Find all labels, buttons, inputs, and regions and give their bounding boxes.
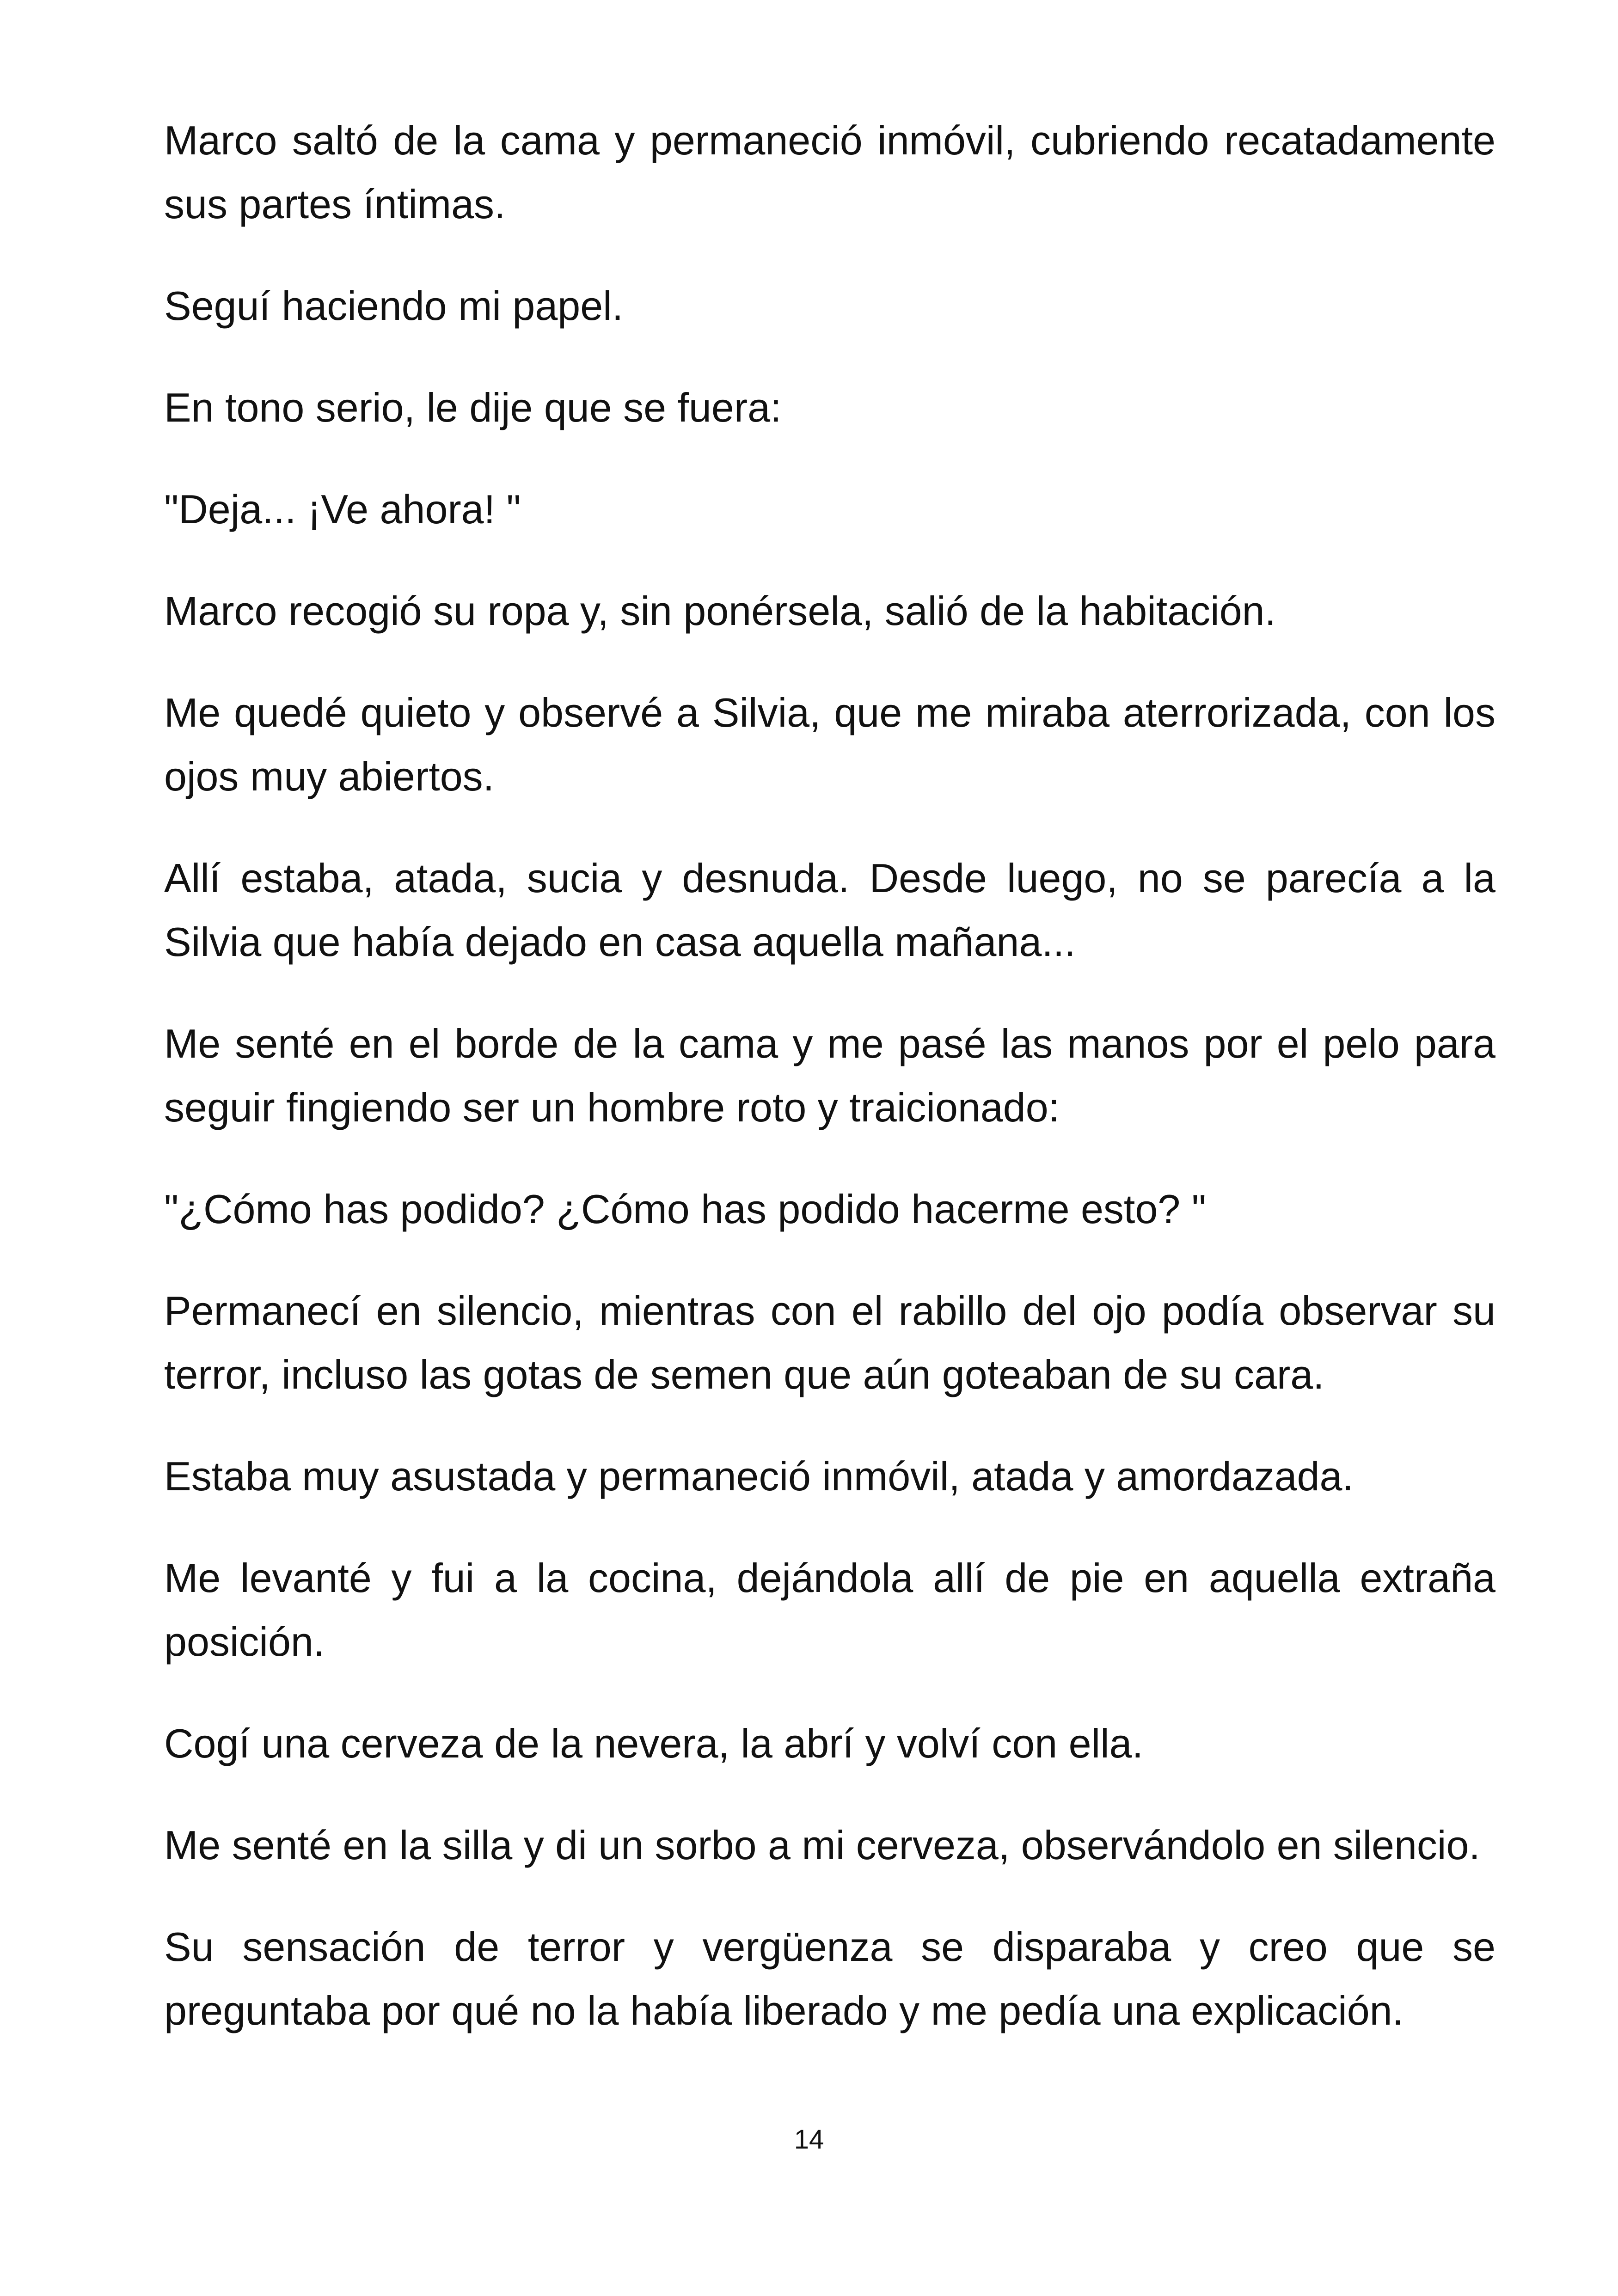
paragraph: "Deja... ¡Ve ahora! " — [164, 486, 521, 532]
paragraph: Su sensación de terror y vergüenza se disparaba y creo que se preguntaba por qué no la había liberado y me pedía una explicación. — [164, 1924, 1495, 2033]
paragraph: Estaba muy asustada y permaneció inmóvil, atada y amordazada. — [164, 1453, 1354, 1499]
paragraph: En tono serio, le dije que se fuera: — [164, 385, 782, 430]
paragraph: Cogí una cerveza de la nevera, la abrí y volví con ella. — [164, 1720, 1144, 1766]
paragraph: Marco saltó de la cama y permaneció inmóvil, cubriendo recatadamente sus partes íntimas. — [164, 117, 1495, 227]
paragraph: Me quedé quieto y observé a Silvia, que me miraba aterrorizada, con los ojos muy abiertos. — [164, 690, 1495, 799]
paragraph: Seguí haciendo mi papel. — [164, 283, 624, 329]
paragraph: Allí estaba, atada, sucia y desnuda. Desde luego, no se parecía a la Silvia que había dejado en casa aquella mañana... — [164, 855, 1495, 965]
paragraph: Me senté en el borde de la cama y me pasé las manos por el pelo para seguir fingiendo ser un hombre roto y traicionado: — [164, 1021, 1495, 1130]
paragraph: Marco recogió su ropa y, sin ponérsela, salió de la habitación. — [164, 588, 1276, 634]
paragraph: Permanecí en silencio, mientras con el rabillo del ojo podía observar su terror, incluso las gotas de semen que aún goteaban de su cara. — [164, 1288, 1495, 1397]
paragraph: Me levanté y fui a la cocina, dejándola allí de pie en aquella extraña posición. — [164, 1555, 1495, 1665]
body-text — [164, 109, 1495, 2081]
paragraph: "¿Cómo has podido? ¿Cómo has podido hacerme esto? " — [164, 1186, 1206, 1232]
paragraph: Me senté en la silla y di un sorbo a mi cerveza, observándolo en silencio. — [164, 1822, 1480, 1868]
page-number: 14 — [794, 2125, 824, 2155]
